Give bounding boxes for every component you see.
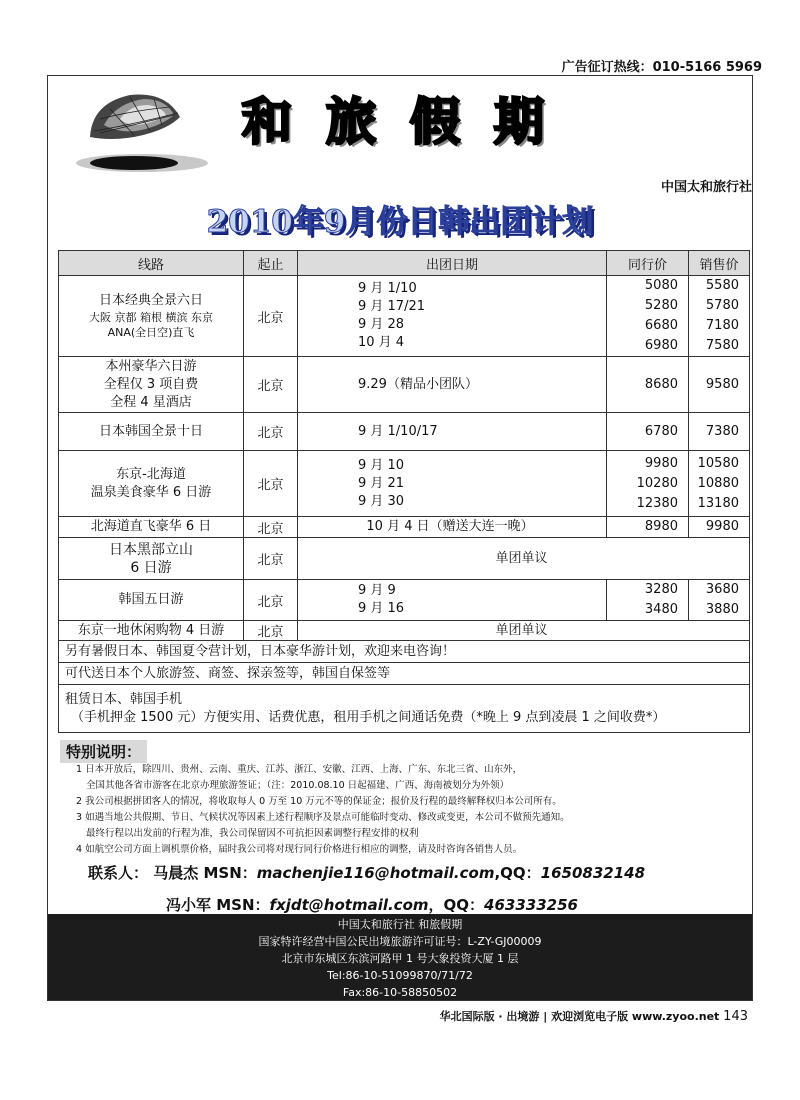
- sale-price-cell: [689, 451, 750, 517]
- msn-address-1: machenjie116@hotmail.com: [256, 864, 495, 882]
- notice-cell: [59, 663, 750, 685]
- table-row: [59, 580, 750, 621]
- footer-line: 北京市东城区东滨河路甲 1 号大象投资大厦 1 层: [281, 952, 519, 965]
- route-name: 温泉美食豪华 6 日游: [90, 484, 212, 500]
- peer-price: 12380: [636, 495, 678, 511]
- msn-label: MSN：: [203, 864, 257, 882]
- sale-price: 7580: [705, 338, 739, 353]
- table-row: [59, 357, 750, 413]
- sale-price-cell: [689, 357, 750, 413]
- departure-date: 9 月 28: [358, 317, 405, 332]
- peer-price: 5280: [644, 298, 678, 313]
- sale-price: 13180: [697, 495, 739, 511]
- peer-price: 5080: [644, 278, 678, 293]
- route-name: 韩国五日游: [118, 592, 184, 607]
- dates-cell: [298, 413, 607, 451]
- single-quote-cell: 单团单议: [298, 538, 750, 580]
- table-row: [59, 413, 750, 451]
- sale-price: 5580: [705, 278, 739, 293]
- peer-price-cell: [607, 517, 689, 538]
- special-notes-title: 特别说明：: [60, 740, 147, 763]
- origin-cell: 北京: [244, 451, 298, 517]
- route-name: 日本黑部立山: [109, 541, 193, 558]
- sale-price: 7380: [705, 423, 739, 439]
- route-cell: [59, 580, 244, 621]
- sale-price: 7180: [705, 318, 739, 333]
- footer-line: 国家特许经营中国公民出境旅游许可证号：L-ZY-GJ00009: [258, 935, 542, 948]
- route-name: 本州豪华六日游: [105, 358, 197, 374]
- sale-price-cell: [689, 517, 750, 538]
- footer-line: Tel:86-10-51099870/71/72: [327, 969, 473, 982]
- route-name: 日本韩国全景十日: [98, 423, 203, 439]
- special-note: 3 如遇当地公共假期、节日、气候状况等因素上述行程顺序及景点可能临时变动、修改或变更，本公司不做预先通知。: [76, 812, 570, 823]
- notice-row: [59, 685, 750, 733]
- route-detail: ANA(全日空)直飞: [107, 326, 195, 339]
- peer-price-cell: [607, 580, 689, 621]
- table-row: [59, 621, 750, 641]
- departure-date: 9 月 16: [358, 601, 405, 616]
- sale-price-cell: [689, 413, 750, 451]
- qq-number-2: 463333256: [484, 896, 578, 914]
- ad-hotline: 广告征订热线：010-5166 5969: [561, 60, 762, 75]
- sale-price: 3680: [705, 582, 739, 597]
- peer-price: 9980: [644, 455, 678, 471]
- sale-price: 10880: [697, 475, 739, 491]
- origin-cell: 北京: [244, 538, 298, 580]
- peer-price: 3480: [644, 602, 678, 617]
- peer-price: 8680: [644, 376, 678, 392]
- sale-price: 3880: [705, 602, 739, 617]
- route-cell: [59, 517, 244, 538]
- peer-price-cell: [607, 276, 689, 357]
- brand-title: 和旅假期: [242, 93, 578, 151]
- peer-price-cell: [607, 357, 689, 413]
- route-detail: 大阪 京都 箱根 横滨 东京: [89, 311, 213, 324]
- column-header-origin: 起止: [244, 251, 298, 276]
- special-note: 2 我公司根据拼团客人的情况，将收取每人 0 万至 10 万元不等的保证金；报价及行程的最终解释权归本公司所有。: [76, 796, 562, 807]
- sale-price-cell: [689, 580, 750, 621]
- route-cell: [59, 357, 244, 413]
- msn-address-2: fxjdt@hotmail.com: [269, 896, 429, 914]
- departure-date: 9 月 30: [358, 493, 405, 509]
- departure-date: 9.29（精品小团队）: [358, 376, 478, 392]
- origin-cell: 北京: [244, 517, 298, 538]
- peer-price-cell: [607, 413, 689, 451]
- notice-cell: [59, 685, 750, 733]
- departure-date: 10 月 4: [358, 335, 405, 350]
- table-header-row: [59, 251, 750, 276]
- peer-price: 6680: [644, 318, 678, 333]
- notice-cell: [59, 641, 750, 663]
- route-name: 东京-北海道: [116, 466, 186, 482]
- dates-cell: [298, 357, 607, 413]
- table-row: [59, 451, 750, 517]
- departure-date: 10 月 4 日（赠送大连一晚）: [366, 519, 534, 534]
- tour-table-body: [59, 276, 750, 733]
- page-number: 143: [723, 1009, 748, 1024]
- globe-logo-icon: [70, 85, 220, 175]
- special-note: 全国其他各省市游客在北京办理旅游签证；（注：2010.08.10 日起福建、广西、海南被划分为外领）: [86, 780, 510, 791]
- origin-cell: 北京: [244, 357, 298, 413]
- sale-price: 10580: [697, 455, 739, 471]
- notice-text: （手机押金 1500 元）方便实用、话费优惠，租用手机之间通话免费（*晚上 9 点到凌晨 1 之间收费*）: [71, 709, 666, 725]
- peer-price: 10280: [636, 475, 678, 491]
- notice-text: 租赁日本、韩国手机: [65, 691, 183, 707]
- route-cell: [59, 621, 244, 641]
- table-row: [59, 276, 750, 357]
- origin-cell: 北京: [244, 580, 298, 621]
- contact-label: 联系人：: [88, 864, 149, 882]
- sale-price: 9580: [705, 376, 739, 392]
- table-row: [59, 517, 750, 538]
- special-notes-list: [76, 762, 736, 858]
- dates-cell: [298, 276, 607, 357]
- departure-date: 9 月 1/10/17: [358, 423, 438, 439]
- origin-cell: 北京: [244, 621, 298, 641]
- route-cell: [59, 451, 244, 517]
- departure-date: 9 月 10: [358, 457, 405, 473]
- publication-info: 华北国际版 · 出境游 | 欢迎浏览电子版 www.zyoo.net: [439, 1010, 720, 1023]
- route-cell: [59, 538, 244, 580]
- contact-person-1: 马晨杰: [153, 864, 199, 882]
- route-name: 全程仅 3 项自费: [103, 376, 199, 392]
- notice-row: [59, 641, 750, 663]
- departure-date: 9 月 1/10: [358, 281, 417, 296]
- dates-cell: [298, 580, 607, 621]
- single-quote-cell: 单团单议: [298, 621, 750, 641]
- table-row: [59, 538, 750, 580]
- dates-cell: [298, 451, 607, 517]
- msn-label: MSN：: [216, 896, 270, 914]
- notice-text: 可代送日本个人旅游签、商签、探亲签等，韩国自保签等: [65, 665, 391, 681]
- route-name: 北海道直飞豪华 6 日: [90, 519, 212, 534]
- sale-price: 5780: [705, 298, 739, 313]
- page-footer: [440, 1008, 748, 1024]
- departure-date: 9 月 17/21: [358, 299, 425, 314]
- dates-cell: [298, 517, 607, 538]
- qq-number-1: 1650832148: [540, 864, 646, 882]
- route-name: 东京一地休闲购物 4 日游: [77, 622, 225, 638]
- plan-title: 2010年9月份日韩出团计划: [206, 204, 594, 240]
- sale-price-cell: [689, 276, 750, 357]
- route-cell: [59, 276, 244, 357]
- peer-price-cell: [607, 451, 689, 517]
- peer-price: 6780: [644, 423, 678, 439]
- tour-table: [58, 250, 750, 733]
- agency-name: 中国太和旅行社: [660, 180, 752, 195]
- origin-cell: 北京: [244, 413, 298, 451]
- column-header-peer-price: 同行价: [607, 251, 689, 276]
- notice-text: 另有暑假日本、韩国夏令营计划，日本豪华游计划，欢迎来电咨询！: [65, 643, 456, 659]
- special-note: 最终行程以出发前的行程为准，我公司保留因不可抗拒因素调整行程安排的权利: [86, 828, 419, 839]
- route-cell: [59, 413, 244, 451]
- qq-label: ,QQ：: [494, 864, 541, 882]
- footer-line: Fax:86-10-58850502: [342, 986, 458, 999]
- route-name: 6 日游: [130, 559, 172, 576]
- column-header-route: 线路: [59, 251, 244, 276]
- origin-cell: 北京: [244, 276, 298, 357]
- peer-price: 3280: [644, 582, 678, 597]
- departure-date: 9 月 21: [358, 475, 405, 491]
- route-name: 全程 4 星酒店: [110, 394, 192, 410]
- notice-row: [59, 663, 750, 685]
- contact-person-2: 冯小军: [166, 896, 212, 914]
- peer-price: 8980: [644, 519, 678, 534]
- contact-line-2: [166, 894, 578, 915]
- column-header-sale-price: 销售价: [689, 251, 750, 276]
- contact-line-1: [88, 862, 645, 883]
- peer-price: 6980: [644, 338, 678, 353]
- footer-line: 中国太和旅行社 和旅假期: [337, 918, 463, 931]
- special-note: 1 日本开放后，除四川、贵州、云南、重庆、江苏、浙江、安徽、江西、上海、广东、东北三省、山东外，: [76, 764, 523, 775]
- column-header-dates: 出团日期: [298, 251, 607, 276]
- agency-footer: [48, 914, 752, 1000]
- departure-date: 9 月 9: [358, 583, 396, 598]
- qq-label: ，QQ：: [428, 896, 485, 914]
- sale-price: 9980: [705, 519, 739, 534]
- special-note: 4 如航空公司方面上调机票价格，届时我公司将对现行同行价格进行相应的调整，请及时咨询各销售人员。: [76, 844, 523, 855]
- route-name: 日本经典全景六日: [98, 293, 203, 308]
